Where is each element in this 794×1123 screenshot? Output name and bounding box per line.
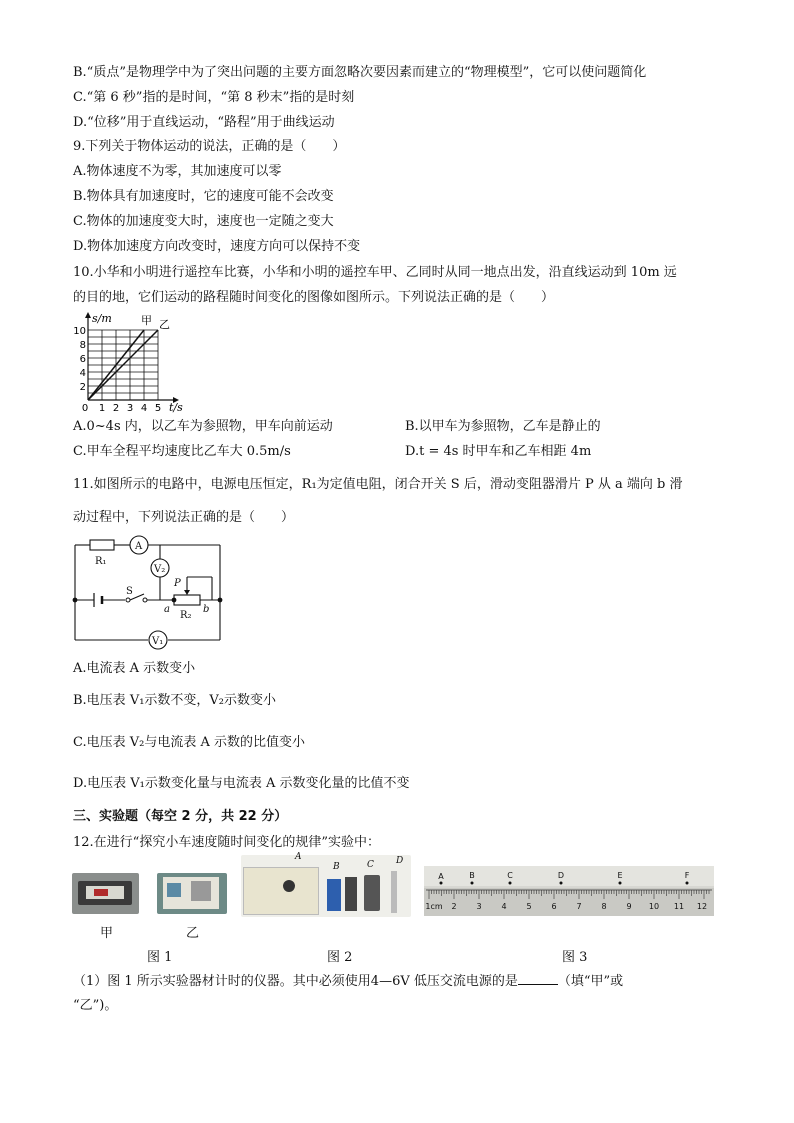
y-axis-label: s/m bbox=[92, 312, 112, 325]
option-11c: C.电压表 V₂与电流表 A 示数的比值变小 bbox=[73, 735, 306, 750]
fig2-label-a: A bbox=[295, 852, 302, 862]
question-12-1-line2: “乙”)。 bbox=[73, 998, 118, 1013]
option-9a: A.物体速度不为零，其加速度可以零 bbox=[73, 164, 282, 179]
question-12: 12.在进行“探究小车速度随时间变化的规律”实验中： bbox=[73, 835, 380, 850]
option-11b: B.电压表 V₁示数不变，V₂示数变小 bbox=[73, 693, 277, 708]
x-tick-3: 3 bbox=[126, 403, 134, 414]
option-10c: C.甲车全程平均速度比乙车大 0.5m/s bbox=[73, 444, 291, 459]
tape-label-c: C bbox=[507, 871, 513, 880]
resistor-r1 bbox=[90, 540, 114, 550]
question-12-1-suffix: （填“甲”或 bbox=[557, 974, 624, 989]
option-11d: D.电压表 V₁示数变化量与电流表 A 示数变化量的比值不变 bbox=[73, 776, 410, 791]
tape-label-a: A bbox=[438, 872, 444, 881]
option-10d: D.t = 4s 时甲车和乙车相距 4m bbox=[405, 444, 592, 459]
circuit-diagram bbox=[70, 532, 230, 657]
question-9: 9.下列关于物体运动的说法，正确的是（ ） bbox=[73, 139, 346, 154]
x-tick-0: 0 bbox=[81, 403, 89, 414]
label-r1: R₁ bbox=[95, 556, 107, 567]
distance-time-graph bbox=[73, 310, 203, 415]
ruler-num-2: 2 bbox=[451, 902, 457, 911]
timer-jia-image bbox=[72, 873, 139, 914]
question-12-1-text: （1）图 1 所示实验器材计时的仪器。其中必须使用4—6V 低压交流电源的是 bbox=[73, 974, 518, 989]
question-10-line1: 10.小华和小明进行遥控车比赛，小华和小明的遥控车甲、乙同时从同一地点出发，沿直线运动到 10m 远 bbox=[73, 265, 677, 280]
ruler-num-7: 7 bbox=[576, 902, 582, 911]
option-11a: A.电流表 A 示数变小 bbox=[73, 661, 196, 676]
option-9b: B.物体具有加速度时，它的速度可能不会改变 bbox=[73, 189, 334, 204]
label-p: P bbox=[174, 578, 181, 589]
x-tick-1: 1 bbox=[98, 403, 106, 414]
ruler-num-6: 6 bbox=[551, 902, 557, 911]
label-switch: S bbox=[126, 586, 133, 597]
tape-label-f: F bbox=[684, 871, 690, 880]
label-v1: V₁ bbox=[152, 636, 164, 647]
rheostat-r2 bbox=[174, 595, 200, 605]
tape-label-d: D bbox=[557, 871, 565, 880]
fig2-label-b: B bbox=[333, 862, 340, 872]
section-3-heading: 三、实验题（每空 2 分，共 22 分） bbox=[73, 809, 288, 824]
option-8b: B.“质点”是物理学中为了突出问题的主要方面忽略次要因素而建立的“物理模型”，它可以使问题简化 bbox=[73, 65, 647, 80]
ruler-num-11: 11 bbox=[673, 902, 685, 911]
figure-3-caption: 图 3 bbox=[562, 950, 588, 965]
y-tick-8: 8 bbox=[79, 340, 86, 351]
fig2-label-d: D bbox=[396, 856, 404, 866]
question-12-1-line1 bbox=[73, 972, 623, 991]
y-tick-10: 10 bbox=[73, 326, 86, 337]
fig1-label-yi: 乙 bbox=[186, 926, 200, 941]
timer-yi-image bbox=[157, 873, 227, 914]
x-tick-5: 5 bbox=[154, 403, 162, 414]
tape-label-b: B bbox=[469, 871, 475, 880]
fig2-label-c: C bbox=[367, 860, 374, 870]
series-label-yi: 乙 bbox=[159, 318, 170, 331]
series-label-jia: 甲 bbox=[141, 314, 152, 327]
ruler-num-8: 8 bbox=[601, 902, 607, 911]
label-r2: R₂ bbox=[180, 610, 192, 621]
y-tick-2: 2 bbox=[79, 382, 86, 393]
option-9d: D.物体加速度方向改变时，速度方向可以保持不变 bbox=[73, 239, 361, 254]
ruler-num-5: 5 bbox=[526, 902, 532, 911]
x-axis-label: t/s bbox=[169, 401, 183, 414]
ruler-num-4: 4 bbox=[501, 902, 507, 911]
figure-2-caption: 图 2 bbox=[327, 950, 353, 965]
option-10b: B.以甲车为参照物，乙车是静止的 bbox=[405, 419, 601, 434]
label-ammeter: A bbox=[135, 541, 143, 552]
y-tick-4: 4 bbox=[79, 368, 86, 379]
ruler-num-3: 3 bbox=[476, 902, 482, 911]
question-11-line1: 11.如图所示的电路中，电源电压恒定，R₁为定值电阻，闭合开关 S 后，滑动变阻器滑片 P 从 a 端向 b 滑 bbox=[73, 477, 683, 492]
figure-1-caption: 图 1 bbox=[147, 950, 173, 965]
fig1-label-jia: 甲 bbox=[100, 926, 114, 941]
option-9c: C.物体的加速度变大时，速度也一定随之变大 bbox=[73, 214, 334, 229]
label-b: b bbox=[203, 604, 210, 615]
answer-blank[interactable] bbox=[518, 972, 558, 985]
x-tick-4: 4 bbox=[140, 403, 148, 414]
x-tick-2: 2 bbox=[112, 403, 120, 414]
label-v2: V₂ bbox=[154, 564, 166, 575]
ruler-num-1: 1cm bbox=[425, 902, 443, 911]
question-11-line2: 动过程中，下列说法正确的是（ ） bbox=[73, 510, 295, 525]
ruler-num-10: 10 bbox=[648, 902, 660, 911]
ruler-num-9: 9 bbox=[626, 902, 632, 911]
tape-ruler-image bbox=[424, 866, 714, 916]
option-10a: A.0~4s 内，以乙车为参照物，甲车向前运动 bbox=[73, 419, 333, 434]
option-8d: D.“位移”用于直线运动，“路程”用于曲线运动 bbox=[73, 115, 335, 130]
equipment-image bbox=[241, 855, 411, 917]
tape-label-e: E bbox=[617, 871, 623, 880]
question-10-line2: 的目的地，它们运动的路程随时间变化的图像如图所示。下列说法正确的是（ ） bbox=[73, 290, 555, 305]
ruler-num-12: 12 bbox=[696, 902, 708, 911]
y-tick-6: 6 bbox=[79, 354, 86, 365]
option-8c: C.“第 6 秒”指的是时间，“第 8 秒末”指的是时刻 bbox=[73, 90, 355, 105]
label-a: a bbox=[164, 604, 170, 615]
